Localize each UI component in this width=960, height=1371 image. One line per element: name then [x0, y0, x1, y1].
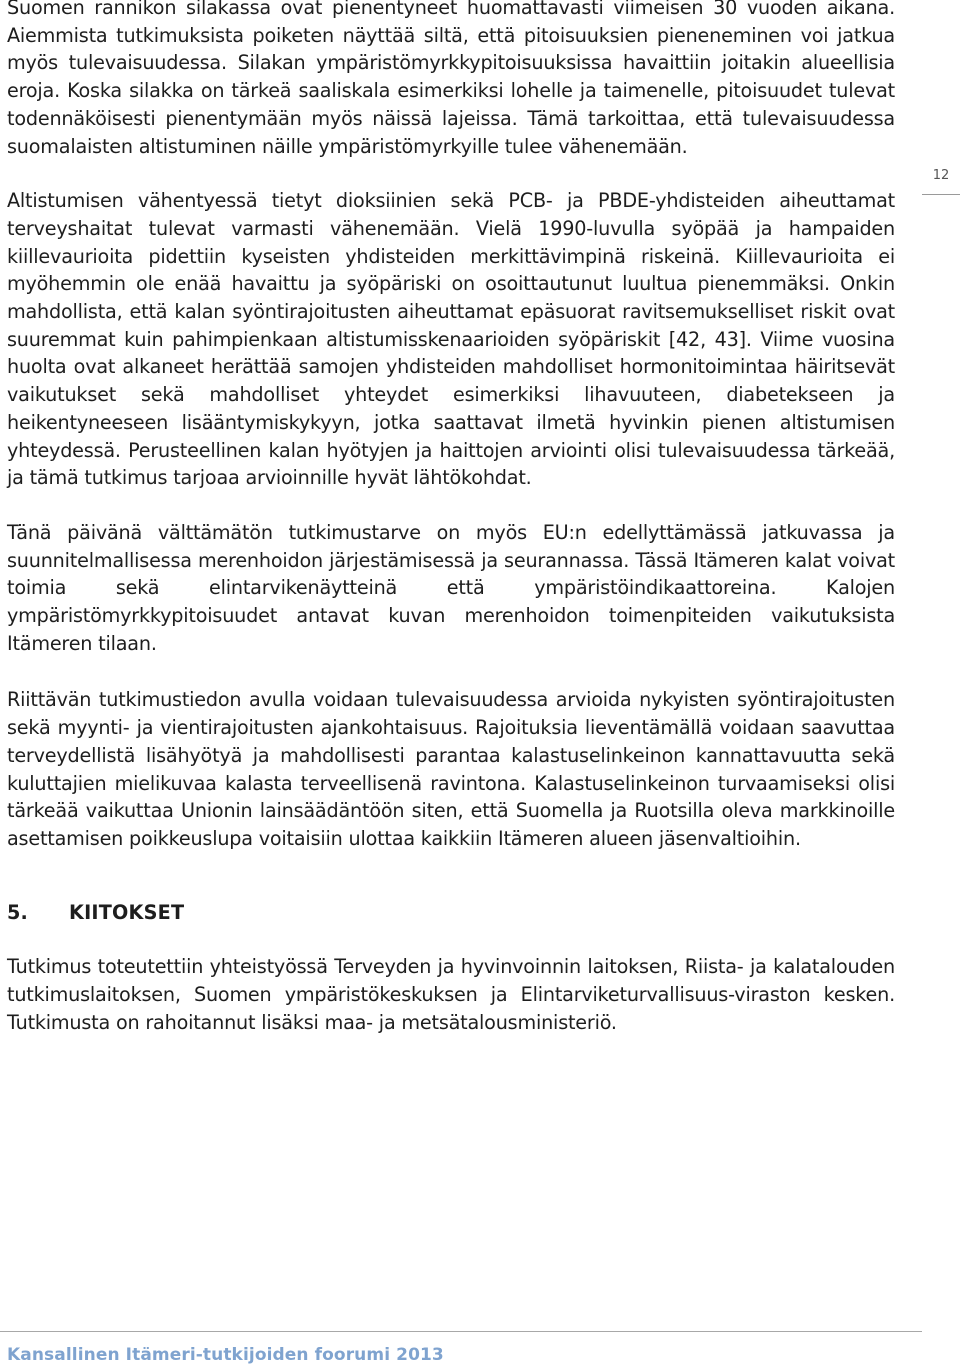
section-number: 5. — [7, 900, 29, 924]
page-number-divider — [922, 194, 960, 195]
footer-divider — [0, 1331, 922, 1332]
paragraph-research-need: Tänä päivänä välttämätön tutkimustarve on myös EU:n edellyttämässä jatkuvassa ja suunnitelmallisessa merenhoidon järjestämisessä ja seurannassa. Tässä Itämeren kalat voivat toimia sekä elintarvikenäytteinä että ympäristöindikaattoreina. Kalojen ympäristömyrkkypitoisuudet antavat kuvan merenhoidon toimenpiteiden vaikutuksista Itämeren tilaan. — [7, 520, 895, 655]
page-number: 12 — [932, 168, 950, 183]
paragraph-restrictions: Riittävän tutkimustiedon avulla voidaan tulevaisuudessa arvioida nykyisten syöntirajoitusten sekä myynti- ja vientirajoitusten ajankohtaisuus. Rajoituksia lieventämällä voidaan saavuttaa terveydellistä lisähyötyä ja mahdollisesti parantaa kalastuselinkeinon kannattavuutta sekä kuluttajien mielikuvaa kalasta terveellisenä ravintona. Kalastuselinkeinon turvaamiseksi olisi tärkeää vaikuttaa Unionin lainsäädäntöön siten, että Suomella ja Ruotsilla oleva markkinoille asettamisen poikkeuslupa voitaisiin ulottaa kaikkiin Itämeren alueen jäsenvaltioihin. — [7, 688, 895, 850]
main-text-column — [7, 0, 895, 1037]
paragraph-contaminant-decline: Suomen rannikon silakassa ovat pienentyneet huomattavasti viimeisen 30 vuoden aikana. Aiemmista tutkimuksista poiketen näyttää siltä, että pitoisuuksien pieneneminen voi jatkua myös tulevaisuudessa. Silakan ympäristömyrkkypitoisuuksissa havaittiin joitakin alueellisia eroja. Koska silakka on tärkeä saaliskala esimerkiksi lohelle ja taimenelle, pitoisuudet tulevat todennäköisesti pienentymään myös näissä lajeissa. Tämä tarkoittaa, että tulevaisuudessa suomalaisten altistuminen näille ympäristömyrkyille tulee vähenemään. — [7, 0, 895, 158]
paragraph-health-effects: Altistumisen vähentyessä tietyt dioksiinien sekä PCB- ja PBDE-yhdisteiden aiheuttamat terveyshaitat tulevat varmasti vähenemään. Vielä 1990-luvulla syöpää ja hampaiden kiillevaurioita pidettiin kyseisten yhdisteiden merkittävimpinä riskeinä. Kiillevaurioita ei myöhemmin ole enää havaittu ja syöpäriski on osoittautunut luultua pienemmäksi. Onkin mahdollista, että kalan syöntirajoitusten aiheuttamat epäsuorat ravitsemukselliset riskit ovat suuremmat kuin pahimpienkaan altistumisskenaarioiden syöpäriskit [42, 43]. Viime vuosina huolta ovat alkaneet herättää samojen yhdisteiden mahdolliset hormonitoimintaa häiritsevät vaikutukset sekä mahdolliset yhteydet esimerkiksi lihavuuteen, diabetekseen ja heikentyneeseen lisääntymiskykyyn, jotka saattavat ilmetä hyvinkin pienen altistumisen yhteydessä. Perusteellinen kalan hyötyjen ja haittojen arviointi olisi tulevaisuudessa tärkeää, ja tämä tutkimus tarjoaa arvioinnille hyvät lähtökohdat. — [7, 189, 895, 490]
footer-title: Kansallinen Itämeri-tutkijoiden foorumi 2013 — [7, 1345, 444, 1365]
section-heading — [7, 899, 895, 927]
paragraph-acknowledgements: Tutkimus toteutettiin yhteistyössä Terveyden ja hyvinvoinnin laitoksen, Riista- ja kalatalouden tutkimuslaitoksen, Suomen ympäristökeskuksen ja Elintarviketurvallisuus-viraston kesken. Tutkimusta on rahoitannut lisäksi maa- ja metsätalousministeriö. — [7, 955, 895, 1034]
section-title: KIITOKSET — [69, 900, 185, 924]
